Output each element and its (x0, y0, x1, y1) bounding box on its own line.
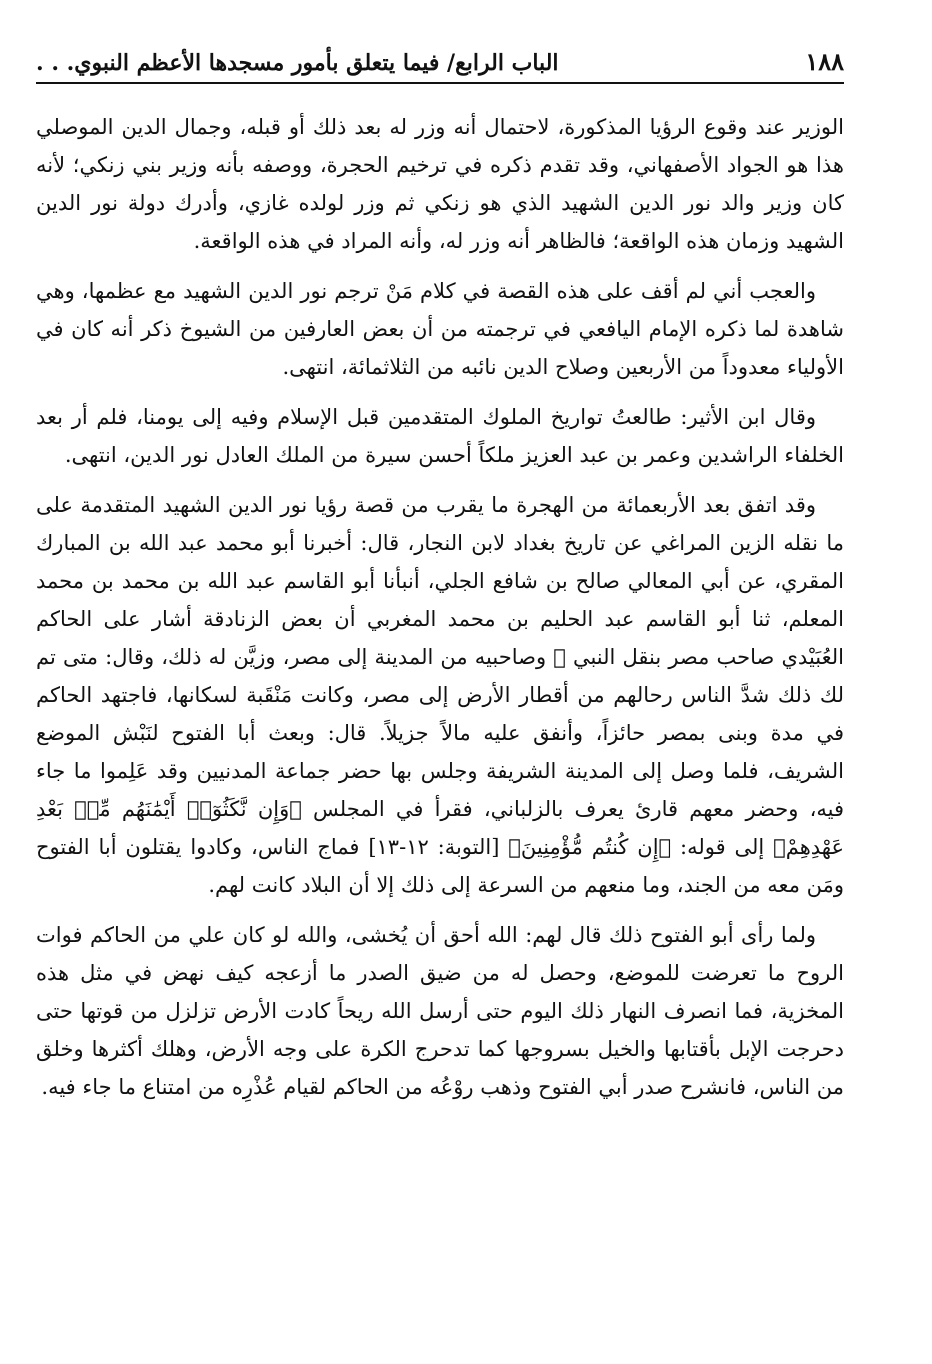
paragraph-2: والعجب أني لم أقف على هذه القصة في كلام مَنْ ترجم نور الدين الشهيد مع عظمها، وهي شاهدة لما ذكره الإمام اليافعي في ترجمته من أن بعض العارفين من الشيوخ ذكر أنه كان في الأولياء معدوداً من الأربعين وصلاح الدين نائبه من الثلاثمائة، انتهى. (36, 279, 844, 379)
page-header (36, 36, 844, 84)
running-title: الباب الرابع/ فيما يتعلق بأمور مسجدها الأعظم النبوي. . . (36, 50, 559, 76)
paragraph-4: وقد اتفق بعد الأربعمائة من الهجرة ما يقرب من قصة رؤيا نور الدين الشهيد المتقدمة على ما نقله الزين المراغي عن تاريخ بغداد لابن النجار، قال: أخبرنا أبو محمد عبد الله بن المبارك المقري، عن أبي المعالي صالح بن شافع الجلي، أنبأنا أبو القاسم عبد الله بن محمد بن محمد المعلم، ثنا أبو القاسم عبد الحليم بن محمد المغربي أن بعض الزنادقة أشار على الحاكم العُبَيْدي صاحب مصر بنقل النبي ﷺ وصاحبيه من المدينة إلى مصر، وزيَّن له ذلك، وقال: متى تم لك ذلك شدَّ الناس رحالهم من أقطار الأرض إلى مصر، وكانت مَنْقَبة لسكانها، فاجتهد الحاكم في مدة وبنى بمصر حائزاً، وأنفق عليه مالاً جزيلاً. قال: وبعث أبا الفتوح لنَبْش الموضع الشريف، فلما وصل إلى المدينة الشريفة وجلس بها حضر جماعة المدنيين وقد عَلِموا ما جاء فيه، وحضر معهم قارئ يعرف بالزلباني، فقرأ في المجلس ﴿وَإِن نَّكَثُوٓا۟ أَيْمَٰنَهُم مِّنۢ بَعْدِ عَهْدِهِمْ﴾ إلى قوله: ﴿إِن كُنتُم مُّؤْمِنِينَ﴾ [التوبة: ١٢-١٣] فماج الناس، وكادوا يقتلون أبا الفتوح ومَن معه من الجند، وما منعهم من السرعة إلى ذلك إلا أن البلاد كانت لهم. (36, 493, 845, 897)
paragraph-5: ولما رأى أبو الفتوح ذلك قال لهم: الله أحق أن يُخشى، والله لو كان علي من الحاكم فوات الروح ما تعرضت للموضع، وحصل له من ضيق الصدر ما أزعجه كيف نهض في مثل هذه المخزية، فما انصرف النهار ذلك اليوم حتى أرسل الله ريحاً كادت الأرض تزلزل من قوتها حتى دحرجت الإبل بأقتابها والخيل بسروجها كما تدحرج الكرة على وجه الأرض، وهلك أكثرها وخلق من الناس، فانشرح صدر أبي الفتوح وذهب روْعُه من الحاكم لقيام عُذْرِه من امتناع ما جاء فيه. (36, 923, 844, 1099)
paragraph-3: وقال ابن الأثير: طالعتُ تواريخ الملوك المتقدمين قبل الإسلام وفيه إلى يومنا، فلم أر بعد الخلفاء الراشدين وعمر بن عبد العزيز ملكاً أحسن سيرة من الملك العادل نور الدين، انتهى. (36, 405, 844, 467)
page-body (36, 108, 844, 1118)
page-number: ١٨٨ (805, 47, 844, 76)
paragraph-1: الوزير عند وقوع الرؤيا المذكورة، لاحتمال أنه وزر له بعد ذلك أو قبله، وجمال الدين الموصلي هذا هو الجواد الأصفهاني، وقد تقدم ذكره في ترخيم الحجرة، ووصفه بأنه وزير بني زنكي؛ لأنه كان وزير والد نور الدين الشهيد الذي هو زنكي ثم وزر لولده غازي، وأدرك دولة نور الدين الشهيد وزمان هذه الواقعة؛ فالظاهر أنه وزر له، وأنه المراد في هذه الواقعة. (36, 115, 844, 253)
